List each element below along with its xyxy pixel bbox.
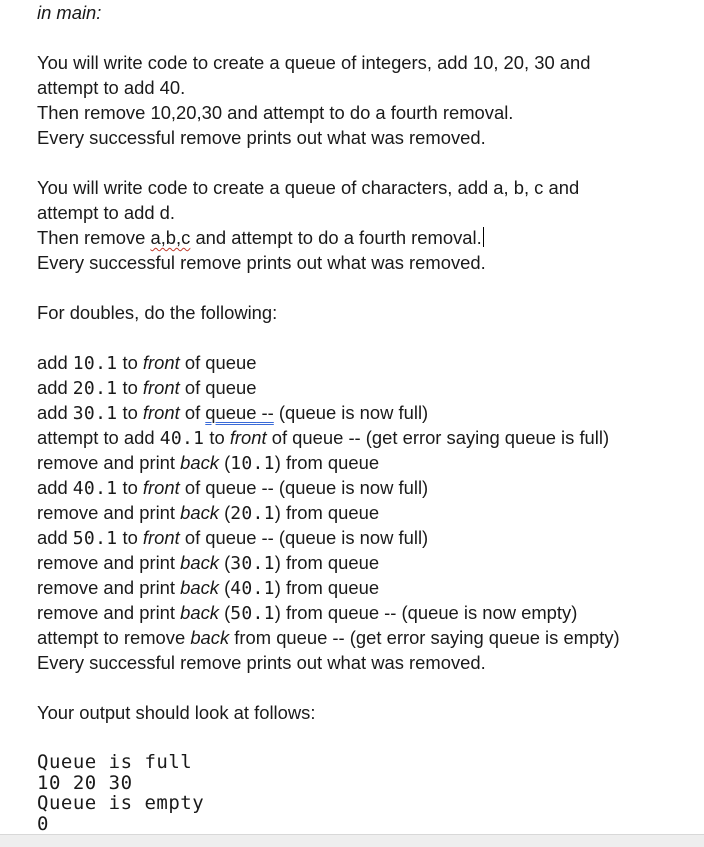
bottom-scroll-strip [0,834,704,847]
paragraph-line: attempt to add d. [37,202,176,223]
step-line: remove and print back (20.1) from queue [37,502,380,524]
integer-queue-paragraph [37,50,677,150]
step-line: add 20.1 to front of queue [37,377,257,399]
step-line: attempt to add 40.1 to front of queue -- (get error saying queue is full) [37,427,610,449]
step-line: remove and print back (50.1) from queue -- (queue is now empty) [37,602,578,624]
output-line: Queue is full [37,751,193,773]
text-cursor [483,227,484,247]
step-line: remove and print back (10.1) from queue [37,452,380,474]
paragraph-line: attempt to add 40. [37,77,186,98]
document-body [37,0,677,834]
paragraph-line: Then remove 10,20,30 and attempt to do a fourth removal. [37,102,514,123]
output-intro: Your output should look at follows: [37,702,316,723]
doubles-steps [37,350,677,675]
paragraph-line: Every successful remove prints out what was removed. [37,252,486,273]
paragraph-line: You will write code to create a queue of integers, add 10, 20, 30 and [37,52,591,73]
step-line: attempt to remove back from queue -- (get error saying queue is empty) [37,627,620,648]
output-line: 0 [37,812,49,835]
step-line: add 30.1 to front of queue -- (queue is now full) [37,402,429,424]
step-line: add 50.1 to front of queue -- (queue is now full) [37,527,429,549]
step-line: remove and print back (40.1) from queue [37,577,380,599]
paragraph-line: Then remove a,b,c and attempt to do a fourth removal. [37,227,482,248]
step-line: add 40.1 to front of queue -- (queue is now full) [37,477,429,499]
closing-line: Every successful remove prints out what was removed. [37,652,486,673]
doubles-intro: For doubles, do the following: [37,302,278,323]
step-line: remove and print back (30.1) from queue [37,552,380,574]
sample-output-block [37,750,677,834]
paragraph-line: Every successful remove prints out what was removed. [37,127,486,148]
paragraph-line: You will write code to create a queue of characters, add a, b, c and [37,177,580,198]
heading-in-main: in main: [37,2,102,23]
output-line: Queue is empty [37,792,205,814]
character-queue-paragraph [37,175,677,275]
grammar-flagged-text[interactable]: queue -- [205,402,274,423]
output-line: 10 20 30 [37,771,133,794]
spelling-flagged-text[interactable]: a,b,c [150,227,191,248]
step-line: add 10.1 to front of queue [37,352,257,374]
